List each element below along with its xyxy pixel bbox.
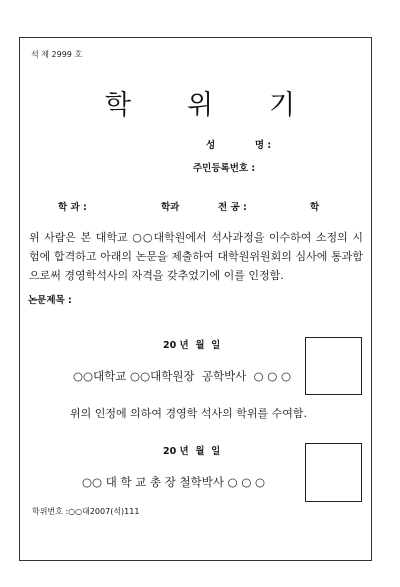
president-signature: ○○ 대 학 교 총 장 철학박사 ○ ○ ○ bbox=[82, 475, 266, 489]
certificate-number: 석 제 2999 호 bbox=[31, 50, 83, 59]
graduate-dean-signature: ○○대학교 ○○대학원장 공학박사 ○ ○ ○ bbox=[73, 369, 292, 383]
date-line-1: 20 년 월 일 bbox=[163, 340, 221, 351]
department-label: 학 과 : bbox=[58, 202, 87, 213]
seal-box-2 bbox=[305, 443, 362, 502]
certification-body-text: 위 사람은 본 대학교 ○○대학원에서 석사과정을 이수하여 소정의 시험에 합격하고 아래의 논문을 제출하여 대학원위원회의 심사에 통과함으로써 경영학석사의 자격을 갖추었기에 이를 인정함. bbox=[29, 231, 363, 282]
department-value: 학과 bbox=[161, 202, 180, 213]
seal-box-1 bbox=[305, 337, 362, 395]
document-title: 학위기 bbox=[104, 90, 352, 121]
name-label: 성 명 : bbox=[206, 140, 272, 151]
degree-conferral-text: 위의 인정에 의하여 경영학 석사의 학위를 수여함. bbox=[70, 407, 307, 420]
major-label: 전 공 : bbox=[218, 202, 247, 213]
major-value: 학 bbox=[310, 202, 320, 213]
id-number-label: 주민등록번호 : bbox=[193, 163, 256, 174]
date-line-2: 20 년 월 일 bbox=[163, 446, 221, 457]
degree-number: 학위번호 :○○대2007(석)111 bbox=[32, 507, 140, 516]
thesis-title-label: 논문제목 : bbox=[28, 295, 72, 306]
